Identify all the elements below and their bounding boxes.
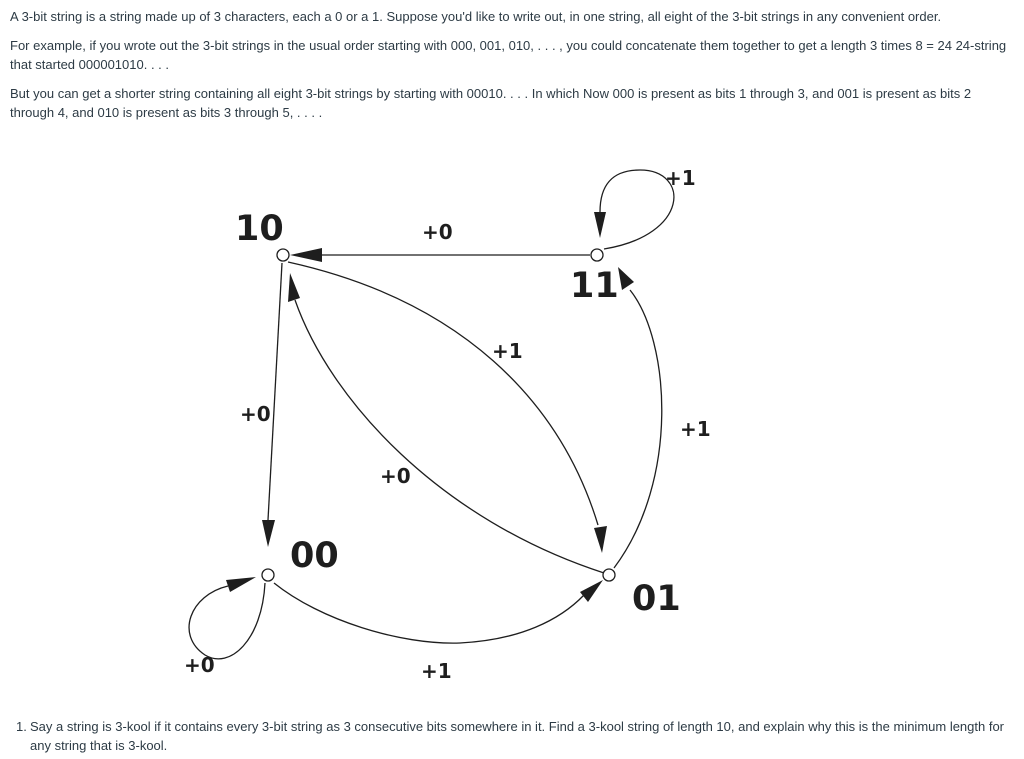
node-00-circle: [262, 569, 274, 581]
edge-label-00-to-01: +1: [421, 659, 452, 683]
node-11-circle: [591, 249, 603, 261]
edge-11-loop: [594, 170, 674, 249]
node-01-circle: [603, 569, 615, 581]
question-item: [16, 717, 1005, 755]
intro-paragraph-1: A 3-bit string is a string made up of 3 characters, each a 0 or a 1. Suppose you'd like to write out, in one string, all eight of the 3-bit strings in any convenient order.: [10, 9, 942, 24]
edge-00-to-01: [274, 580, 603, 643]
node-10-circle: [277, 249, 289, 261]
edge-label-01-to-10: +0: [380, 464, 411, 488]
intro-paragraph-2: For example, if you wrote out the 3-bit strings in the usual order starting with 000, 001, 010, . . . , you could concatenate them together to get a length 3 times 8 = 24 24-string that started 000001010. . . .: [10, 38, 1007, 72]
edge-label-10-to-01: +1: [492, 339, 523, 363]
edge-label-11-to-10: +0: [422, 220, 453, 244]
question-text: Say a string is 3-kool if it contains every 3-bit string as 3 consecutive bits somewhere in it. Find a 3-kool string of length 10, and explain why this is the minimum length for any string that is 3-kool.: [30, 719, 1005, 753]
edge-00-loop: [189, 577, 265, 659]
node-label-00: 00: [290, 536, 339, 576]
node-label-10: 10: [235, 209, 284, 249]
edge-01-to-10: [288, 273, 604, 573]
edge-10-to-01: [288, 262, 607, 553]
edge-label-01-to-11: +1: [680, 417, 711, 441]
intro-paragraph-3: But you can get a shorter string containing all eight 3-bit strings by starting with 00010. . . . In which Now 000 is present as bits 1 through 3, and 001 is present as bits 2 through 4, and 010 is present as bits 3 through 5, . . . .: [10, 86, 972, 120]
de-bruijn-graph: [0, 140, 1024, 700]
question-number: 1.: [16, 719, 27, 734]
edge-11-to-10: [290, 248, 590, 262]
edge-01-to-11: [614, 267, 662, 568]
edge-label-00-loop: +0: [184, 653, 215, 677]
node-label-11: 11: [570, 266, 619, 306]
edge-label-10-to-00: +0: [240, 402, 271, 426]
node-label-01: 01: [632, 579, 681, 619]
edge-label-11-loop: +1: [665, 166, 696, 190]
